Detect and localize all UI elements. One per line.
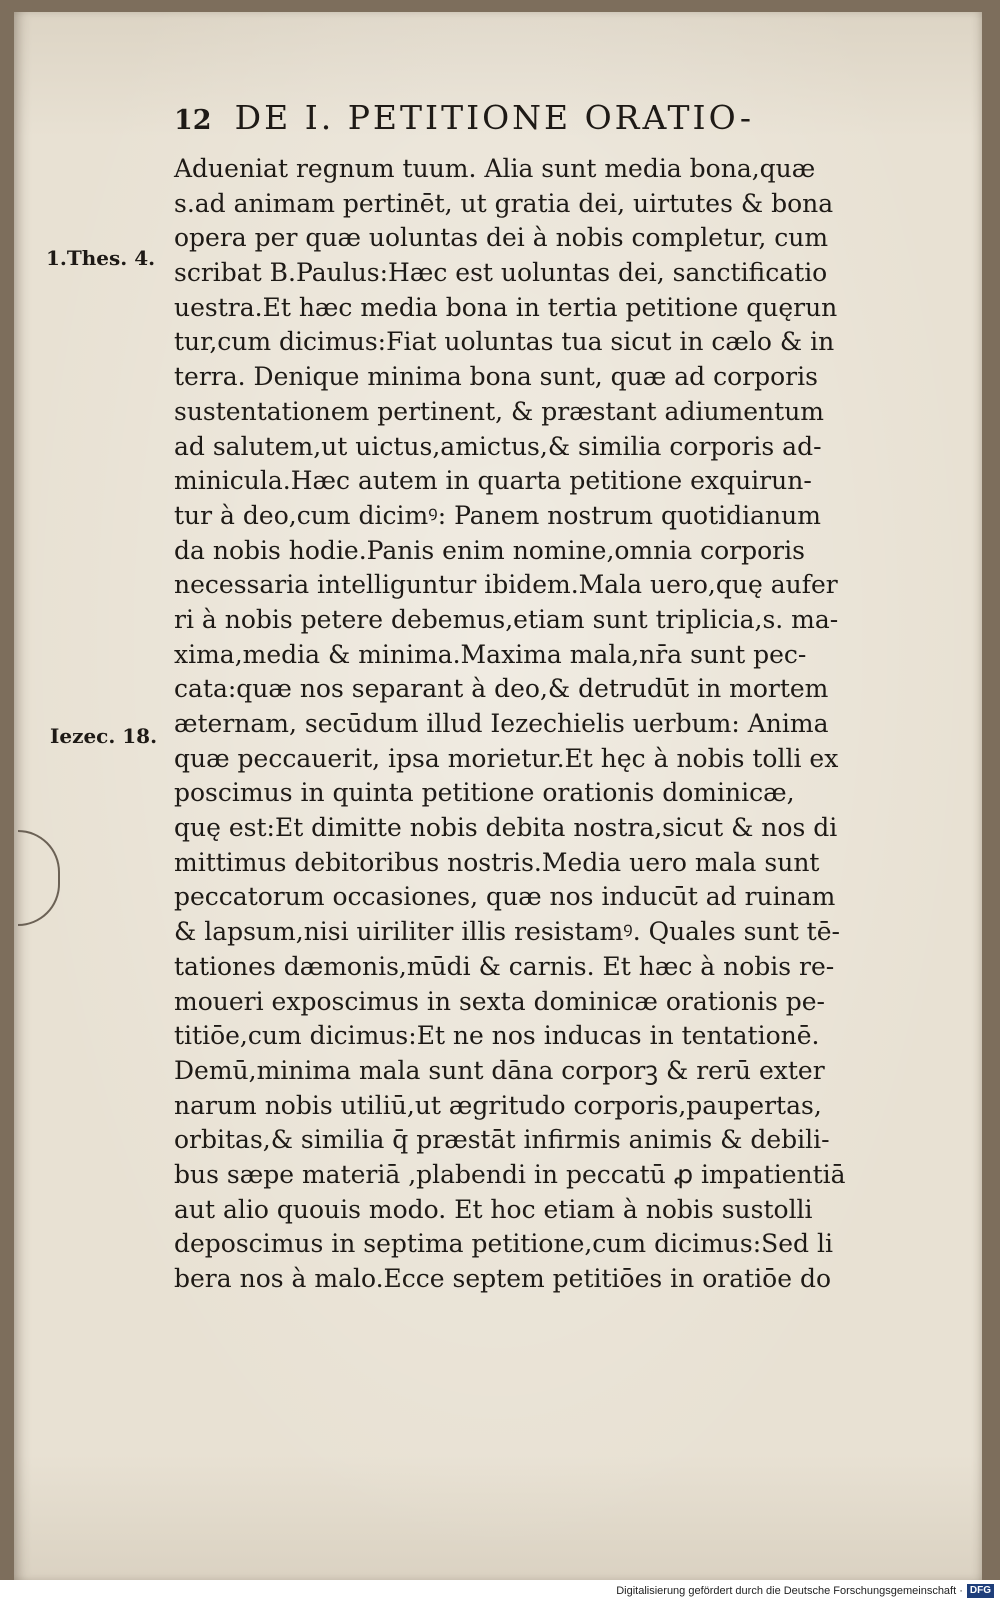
marginal-note-ezekiel: Iezec. 18. <box>50 724 158 748</box>
text-line: poscimus in quinta petitione orationis dominicæ, <box>174 778 795 808</box>
marginal-note-thessalonians: 1.Thes. 4. <box>46 246 156 270</box>
text-line: uestra.Et hæc media bona in tertia petitione quęrun <box>174 292 838 322</box>
text-line: mittimus debitoribus nostris.Media uero mala sunt <box>174 847 820 877</box>
text-line: cata:quæ nos separant à deo,& detrudūt in mortem <box>174 674 829 704</box>
page-number: 12 <box>174 105 212 136</box>
text-line: bera nos à malo.Ecce septem petitiōes in oratiōe do <box>174 1264 832 1293</box>
text-line: & lapsum,nisi uiriliter illis resistamꝰ. Quales sunt tē- <box>174 917 840 947</box>
text-line: bus sæpe materiā ,plabendi in peccatū ꝓ impatientiā <box>174 1159 846 1189</box>
text-line: quæ peccauerit, ipsa morietur.Et hęc à nobis tolli ex <box>174 743 839 773</box>
dfg-logo: DFG <box>967 1584 994 1598</box>
text-line: minicula.Hæc autem in quarta petitione exquirun- <box>174 466 812 496</box>
text-line: orbitas,& similia q̄ præstāt infirmis animis & debili- <box>174 1125 830 1155</box>
running-title: DE I. PETITIONE ORATIO- <box>234 98 755 137</box>
text-line: opera per quæ uoluntas dei à nobis completur, cum <box>174 223 829 253</box>
running-head <box>174 98 754 137</box>
text-line: quę est:Et dimitte nobis debita nostra,sicut & nos di <box>174 813 838 843</box>
text-line: s.ad animam pertinēt, ut gratia dei, uirtutes & bona <box>174 188 834 218</box>
digitization-credit <box>0 1580 1000 1603</box>
text-line: peccatorum occasiones, quæ nos inducūt ad ruinam <box>174 882 836 912</box>
credit-text: Digitalisierung gefördert durch die Deutsche Forschungsgemeinschaft · <box>616 1585 963 1597</box>
text-line: tur,cum dicimus:Fiat uoluntas tua sicut in cælo & in <box>174 327 835 357</box>
body-text <box>174 152 894 1297</box>
binding-ring <box>18 830 60 926</box>
text-line: narum nobis utiliū,ut ægritudo corporis,paupertas, <box>174 1090 822 1120</box>
text-line: deposcimus in septima petitione,cum dicimus:Sed li <box>174 1229 833 1259</box>
book-page <box>14 12 982 1580</box>
text-line: tationes dæmonis,mūdi & carnis. Et hæc à nobis re- <box>174 951 835 981</box>
text-line: æternam, secūdum illud Iezechielis uerbum: Anima <box>174 709 829 738</box>
text-line: sustentationem pertinent, & præstant adiumentum <box>174 396 825 426</box>
text-line: terra. Denique minima bona sunt, quæ ad corporis <box>174 362 818 392</box>
text-line: ad salutem,ut uictus,amictus,& similia corporis ad- <box>174 431 822 461</box>
text-line: titiōe,cum dicimus:Et ne nos inducas in tentationē. <box>174 1021 820 1051</box>
text-line: tur à deo,cum dicimꝰ: Panem nostrum quotidianum <box>174 500 821 530</box>
text-line: necessaria intelliguntur ibidem.Mala uero,quę aufer <box>174 570 838 600</box>
text-line: ri à nobis petere debemus,etiam sunt triplicia,s. ma- <box>174 604 839 634</box>
text-line: aut alio quouis modo. Et hoc etiam à nobis sustolli <box>174 1194 813 1224</box>
text-line: scribat B.Paulus:Hæc est uoluntas dei, sanctificatio <box>174 258 828 288</box>
text-line: xima,media & minima.Maxima mala,nr̄a sunt pec- <box>174 639 807 669</box>
text-line: Demū,minima mala sunt dāna corporꝫ & rerū exter <box>174 1055 825 1085</box>
text-line: Adueniat regnum tuum. Alia sunt media bona,quæ <box>174 154 816 183</box>
text-line: moueri exposcimus in sexta dominicæ orationis pe- <box>174 986 825 1016</box>
text-line: da nobis hodie.Panis enim nomine,omnia corporis <box>174 535 805 565</box>
